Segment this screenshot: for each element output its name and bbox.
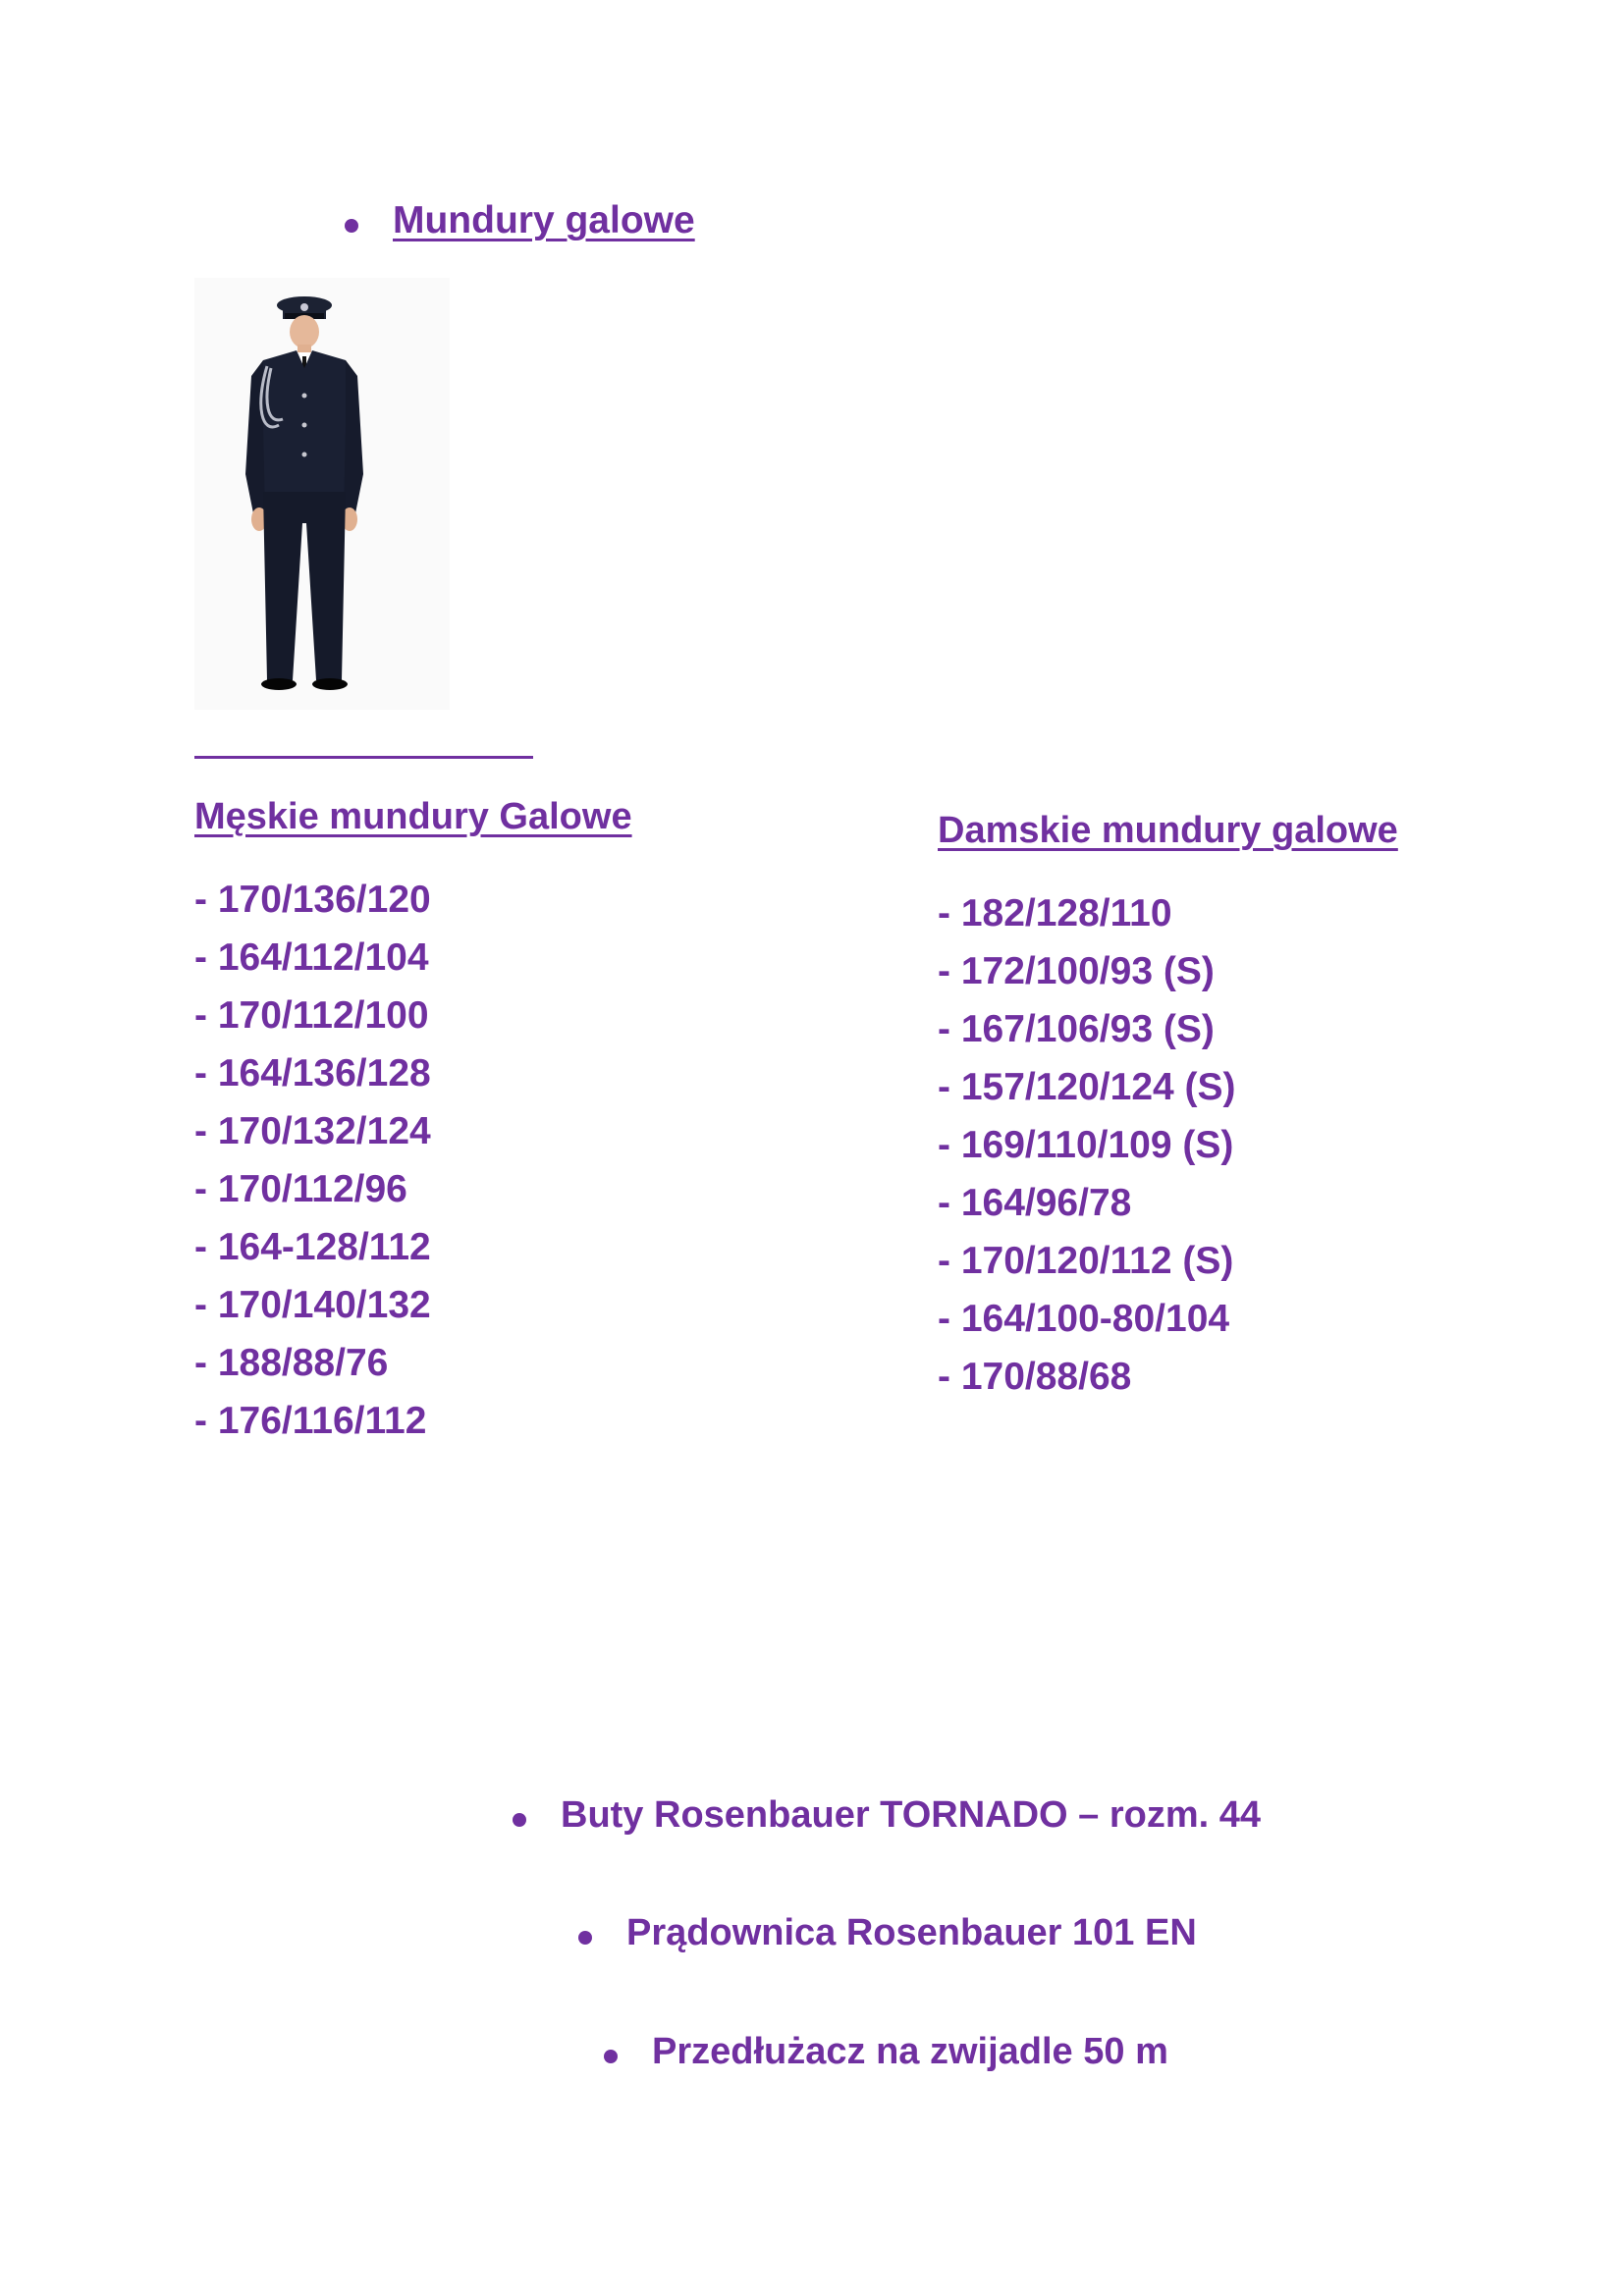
- womens-size-item: - 157/120/124 (S): [938, 1066, 1236, 1108]
- mens-heading: Męskie mundury Galowe: [194, 796, 632, 837]
- womens-size-list: [938, 884, 1236, 1406]
- mens-size-item: - 170/140/132: [194, 1284, 431, 1326]
- mens-size-item: - 164/112/104: [194, 936, 429, 979]
- mens-size-item: - 170/112/100: [194, 994, 429, 1037]
- mens-size-item: - 164/136/128: [194, 1052, 431, 1095]
- bottom-item-boots: Buty Rosenbauer TORNADO – rozm. 44: [561, 1794, 1262, 1836]
- bottom-item-nozzle: Prądownica Rosenbauer 101 EN: [626, 1912, 1197, 1953]
- bullet-icon: [578, 1931, 592, 1945]
- mens-size-item: - 170/112/96: [194, 1168, 407, 1210]
- womens-size-item: - 170/120/112 (S): [938, 1240, 1234, 1282]
- bullet-icon: [345, 219, 358, 233]
- section-link-mundury-galowe[interactable]: Mundury galowe: [393, 199, 695, 241]
- uniform-photo: [194, 278, 450, 710]
- womens-size-item: - 172/100/93 (S): [938, 950, 1215, 992]
- separator-line: [194, 756, 533, 759]
- mens-size-list: [194, 871, 431, 1450]
- mens-size-item: - 188/88/76: [194, 1342, 389, 1384]
- womens-heading: Damskie mundury galowe: [938, 810, 1398, 851]
- mens-size-item: - 170/132/124: [194, 1110, 431, 1152]
- bullet-icon: [604, 2050, 618, 2063]
- womens-size-item: - 169/110/109 (S): [938, 1124, 1234, 1166]
- mens-size-item: - 176/116/112: [194, 1400, 427, 1442]
- womens-size-item: - 182/128/110: [938, 892, 1172, 934]
- mens-size-item: - 164-128/112: [194, 1226, 431, 1268]
- bullet-icon: [513, 1813, 526, 1827]
- womens-size-item: - 164/96/78: [938, 1182, 1132, 1224]
- womens-size-item: - 167/106/93 (S): [938, 1008, 1215, 1050]
- womens-size-item: - 164/100-80/104: [938, 1298, 1230, 1340]
- mens-size-item: - 170/136/120: [194, 879, 431, 921]
- bottom-item-extension-cord: Przedłużacz na zwijadle 50 m: [652, 2031, 1168, 2072]
- womens-size-item: - 170/88/68: [938, 1356, 1132, 1398]
